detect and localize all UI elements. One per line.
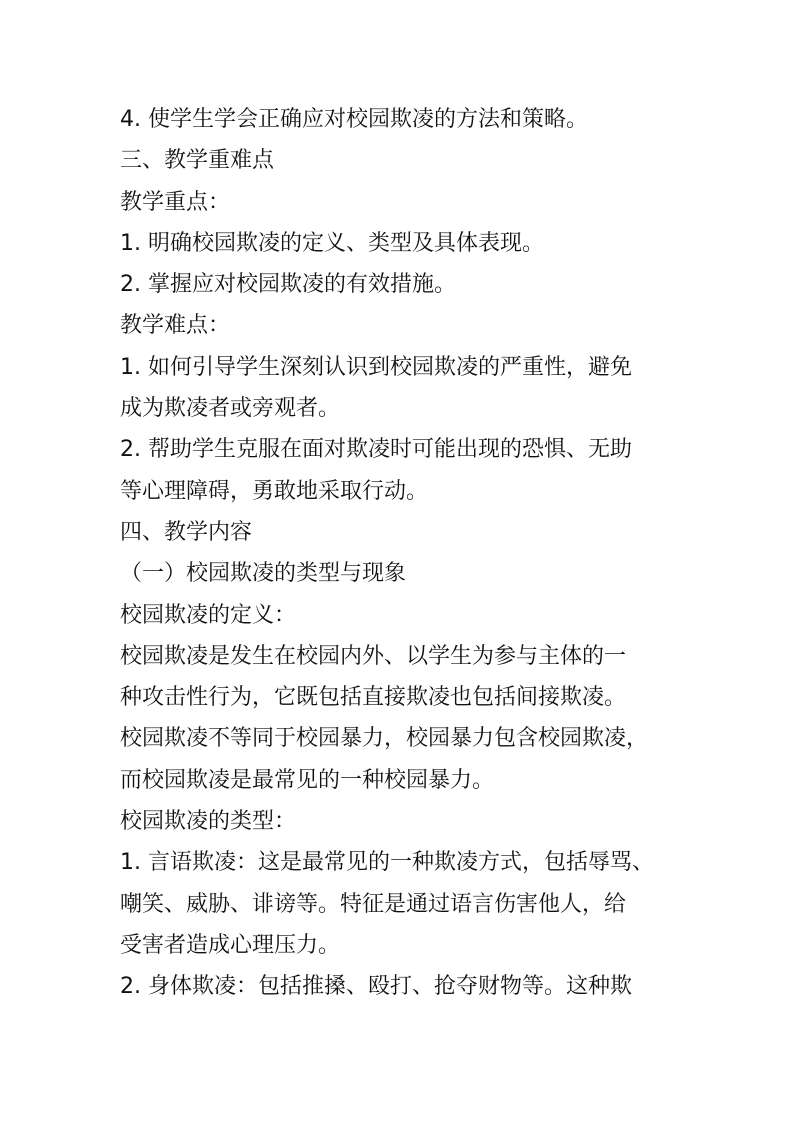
subheading: 校园欺凌的类型：: [120, 809, 297, 835]
text-line: 而校园欺凌是最常见的一种校园暴力。: [120, 767, 495, 793]
text-line: 种攻击性行为，它既包括直接欺凌也包括间接欺凌。: [120, 685, 627, 711]
subheading: 教学难点：: [120, 313, 231, 339]
subsection-heading: （一）校园欺凌的类型与现象: [120, 561, 407, 587]
text-line: 2. 帮助学生克服在面对欺凌时可能出现的恐惧、无助: [120, 437, 632, 463]
text-line: 1. 如何引导学生深刻认识到校园欺凌的严重性，避免: [120, 354, 632, 380]
text-line: 受害者造成心理压力。: [120, 932, 341, 958]
text-line: 1. 明确校园欺凌的定义、类型及具体表现。: [120, 230, 544, 256]
subheading: 校园欺凌的定义：: [120, 602, 297, 628]
text-line: 2. 身体欺凌：包括推搡、殴打、抢夺财物等。这种欺: [120, 974, 632, 1000]
text-line: 成为欺凌者或旁观者。: [120, 396, 341, 422]
document-body: [120, 99, 690, 1008]
text-line: 4. 使学生学会正确应对校园欺凌的方法和策略。: [120, 107, 588, 132]
section-heading: 三、教学重难点: [120, 148, 275, 174]
text-line: 2. 掌握应对校园欺凌的有效措施。: [120, 272, 456, 298]
text-line: 校园欺凌是发生在校园内外、以学生为参与主体的一: [120, 643, 627, 669]
section-heading: 四、教学内容: [120, 519, 253, 545]
text-line: 嘲笑、威胁、诽谤等。特征是通过语言伤害他人，给: [120, 891, 627, 917]
text-line: 1. 言语欺凌：这是最常见的一种欺凌方式，包括辱骂、: [120, 850, 654, 876]
text-line: 校园欺凌不等同于校园暴力，校园暴力包含校园欺凌，: [120, 726, 649, 752]
subheading: 教学重点：: [120, 189, 231, 215]
text-line: 等心理障碍，勇敢地采取行动。: [120, 478, 429, 504]
